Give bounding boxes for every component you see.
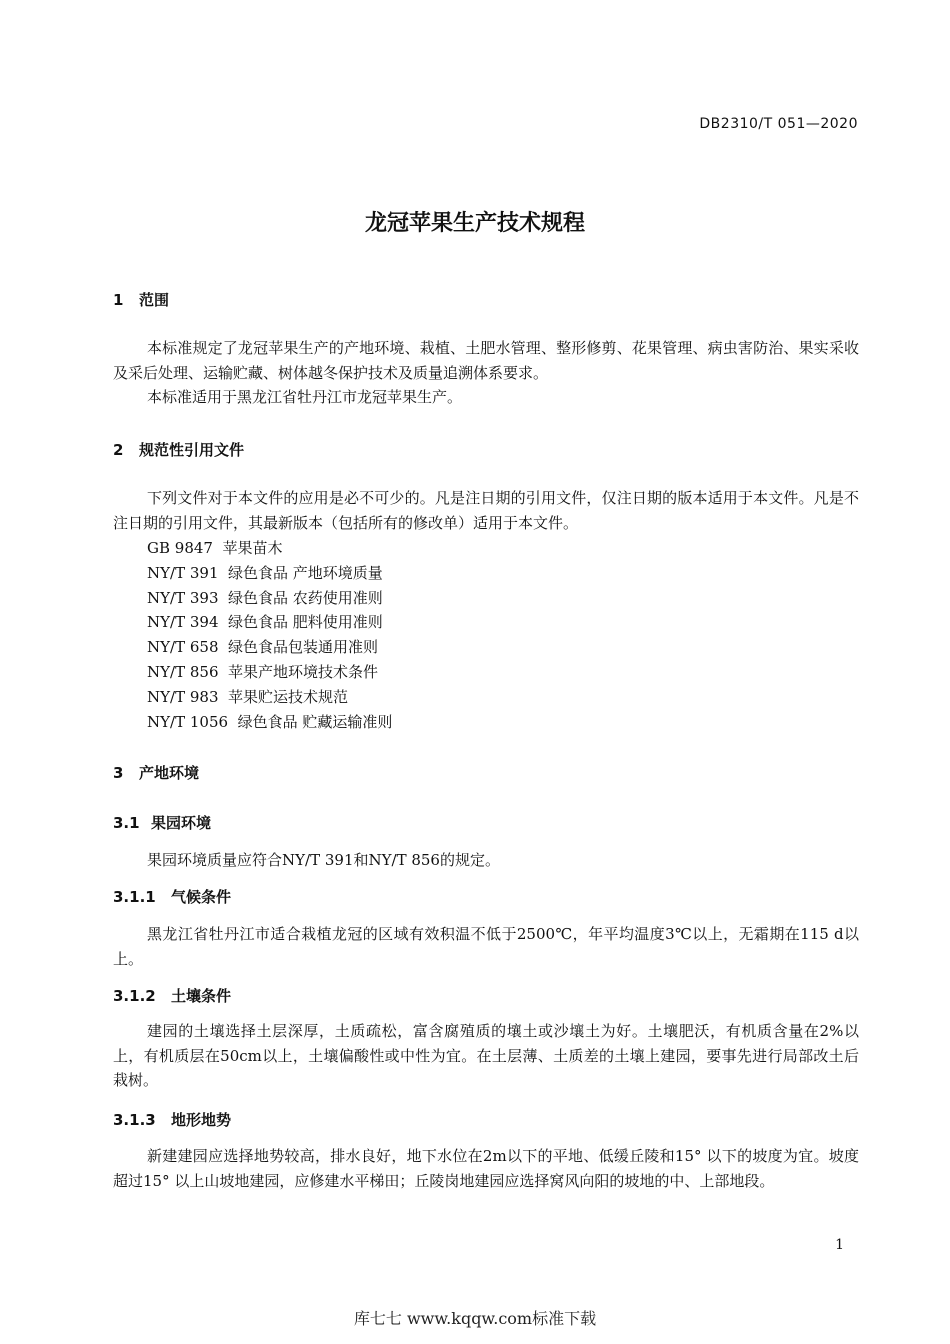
section-number: 1 xyxy=(113,291,124,309)
reference-item: NY/T 391 绿色食品 产地环境质量 xyxy=(147,563,383,582)
paragraph: 下列文件对于本文件的应用是必不可少的。凡是注日期的引用文件，仅注日期的版本适用于本文件。凡是不注日期的引用文件，其最新版本（包括所有的修改单）适用于本文件。 xyxy=(113,489,859,532)
section-title: 产地环境 xyxy=(139,764,200,782)
section-number: 3.1.1 xyxy=(113,888,156,906)
watermark-text: 库七七 www.kqqw.com标准下载 xyxy=(353,1309,597,1328)
reference-item: NY/T 393 绿色食品 农药使用准则 xyxy=(147,588,383,607)
document-title: 龙冠苹果生产技术规程 xyxy=(364,211,585,236)
section-3-1-2-heading xyxy=(113,985,231,1006)
section-1-heading xyxy=(113,289,169,310)
section-3-1-3-heading xyxy=(113,1109,231,1130)
section-2-heading xyxy=(113,439,244,460)
section-number: 2 xyxy=(113,441,124,459)
reference-item: NY/T 658 绿色食品包装通用准则 xyxy=(147,638,379,657)
paragraph: 建园的土壤选择土层深厚，土质疏松，富含腐殖质的壤土或沙壤土为好。土壤肥沃，有机质含量在2%以上，有机质层在50cm以上，土壤偏酸性或中性为宜。在土层薄、土质差的土壤上建园，要事先进行局部改土后栽树。 xyxy=(113,1022,859,1089)
reference-item: NY/T 856 苹果产地环境技术条件 xyxy=(147,662,379,681)
section-title: 果园环境 xyxy=(151,814,212,832)
section-title: 土壤条件 xyxy=(171,987,232,1005)
paragraph: 本标准适用于黑龙江省牡丹江市龙冠苹果生产。 xyxy=(147,388,463,406)
section-title: 气候条件 xyxy=(171,888,232,906)
section-number: 3.1 xyxy=(113,814,140,832)
reference-item: NY/T 983 苹果贮运技术规范 xyxy=(147,687,349,706)
standard-code: DB2310/T 051—2020 xyxy=(699,116,858,132)
section-number: 3.1.2 xyxy=(113,987,156,1005)
paragraph: 本标准规定了龙冠苹果生产的产地环境、栽植、土肥水管理、整形修剪、花果管理、病虫害防治、果实采收及采后处理、运输贮藏、树体越冬保护技术及质量追溯体系要求。 xyxy=(113,339,859,382)
section-3-1-1-heading xyxy=(113,886,231,907)
section-title: 地形地势 xyxy=(171,1111,232,1129)
reference-item: NY/T 1056 绿色食品 贮藏运输准则 xyxy=(147,712,393,731)
paragraph: 果园环境质量应符合NY/T 391和NY/T 856的规定。 xyxy=(147,851,500,869)
paragraph: 黑龙江省牡丹江市适合栽植龙冠的区域有效积温不低于2500℃，年平均温度3℃以上，无霜期在115 d以上。 xyxy=(113,925,859,968)
reference-item: NY/T 394 绿色食品 肥料使用准则 xyxy=(147,613,383,632)
section-number: 3 xyxy=(113,764,124,782)
section-number: 3.1.3 xyxy=(113,1111,156,1129)
section-3-1-heading xyxy=(113,812,211,833)
page-number: 1 xyxy=(835,1237,844,1253)
reference-item: GB 9847 苹果苗木 xyxy=(147,539,283,557)
section-title: 规范性引用文件 xyxy=(139,441,245,459)
paragraph: 新建建园应选择地势较高，排水良好，地下水位在2m以下的平地、低缓丘陵和15° 以下的坡度为宜。坡度超过15° 以上山坡地建园，应修建水平梯田；丘陵岗地建园应选择窝风向阳的坡地的中、上部地段。 xyxy=(113,1147,859,1190)
section-3-heading xyxy=(113,762,199,783)
reference-list xyxy=(147,536,392,734)
section-title: 范围 xyxy=(139,291,170,309)
